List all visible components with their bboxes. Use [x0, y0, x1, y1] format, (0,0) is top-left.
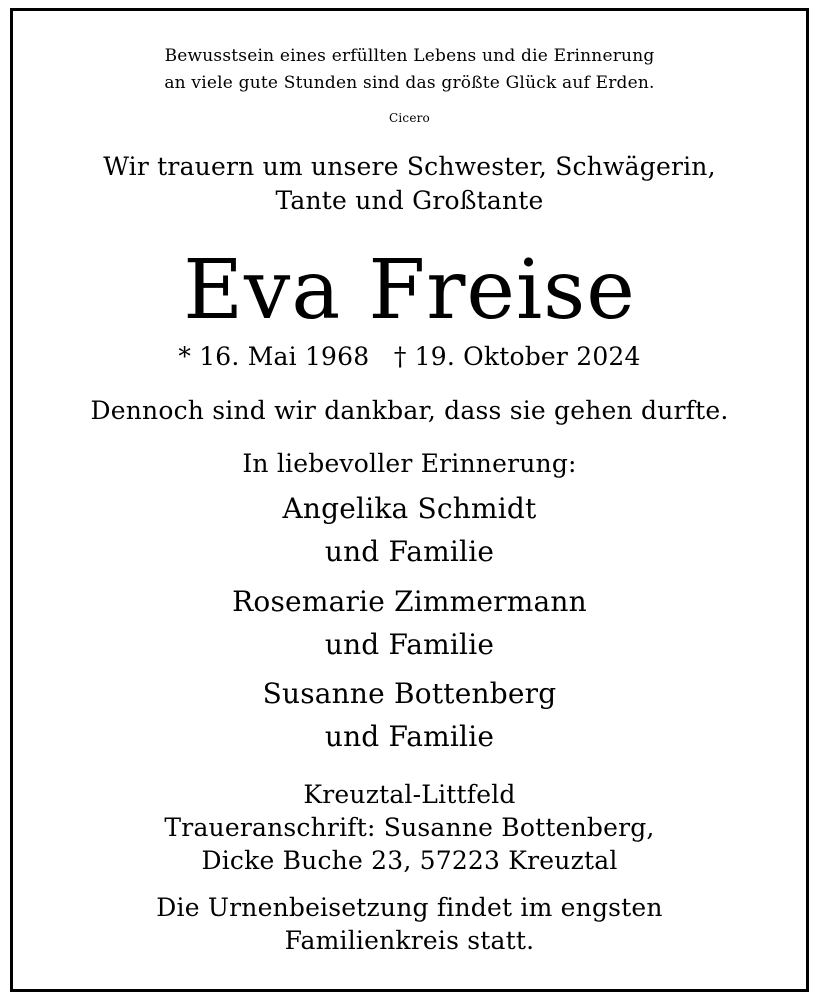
statement: Dennoch sind wir dankbar, dass sie gehen durfte.	[90, 396, 729, 425]
burial-note-line-1: Die Urnenbeisetzung findet im engsten	[156, 893, 663, 922]
quote-author: Cicero	[388, 111, 430, 125]
place: Kreuztal-Littfeld	[303, 780, 516, 809]
mourner-name: Susanne Bottenberg	[262, 677, 557, 710]
mourner-suffix: und Familie	[324, 628, 495, 661]
memory-heading: In liebevoller Erinnerung:	[242, 449, 577, 478]
intro-line-2: Tante und Großtante	[275, 186, 544, 215]
mourning-address-line-1: Traueranschrift: Susanne Bottenberg,	[164, 813, 655, 842]
quote-line-1: Bewusstsein eines erfüllten Lebens und die Erinnerung	[164, 46, 655, 66]
mourner-name: Rosemarie Zimmermann	[232, 585, 587, 618]
mourner-suffix: und Familie	[324, 720, 495, 753]
life-dates: * 16. Mai 1968 † 19. Oktober 2024	[178, 342, 641, 371]
mourner-suffix: und Familie	[324, 535, 495, 568]
mourning-address-line-2: Dicke Buche 23, 57223 Kreuztal	[201, 846, 618, 875]
mourner-name: Angelika Schmidt	[282, 492, 537, 525]
intro-line-1: Wir trauern um unsere Schwester, Schwägerin,	[103, 152, 716, 181]
quote-line-2: an viele gute Stunden sind das größte Glück auf Erden.	[164, 73, 655, 93]
deceased-name: Eva Freise	[183, 243, 636, 338]
burial-note-line-2: Familienkreis statt.	[284, 926, 535, 955]
